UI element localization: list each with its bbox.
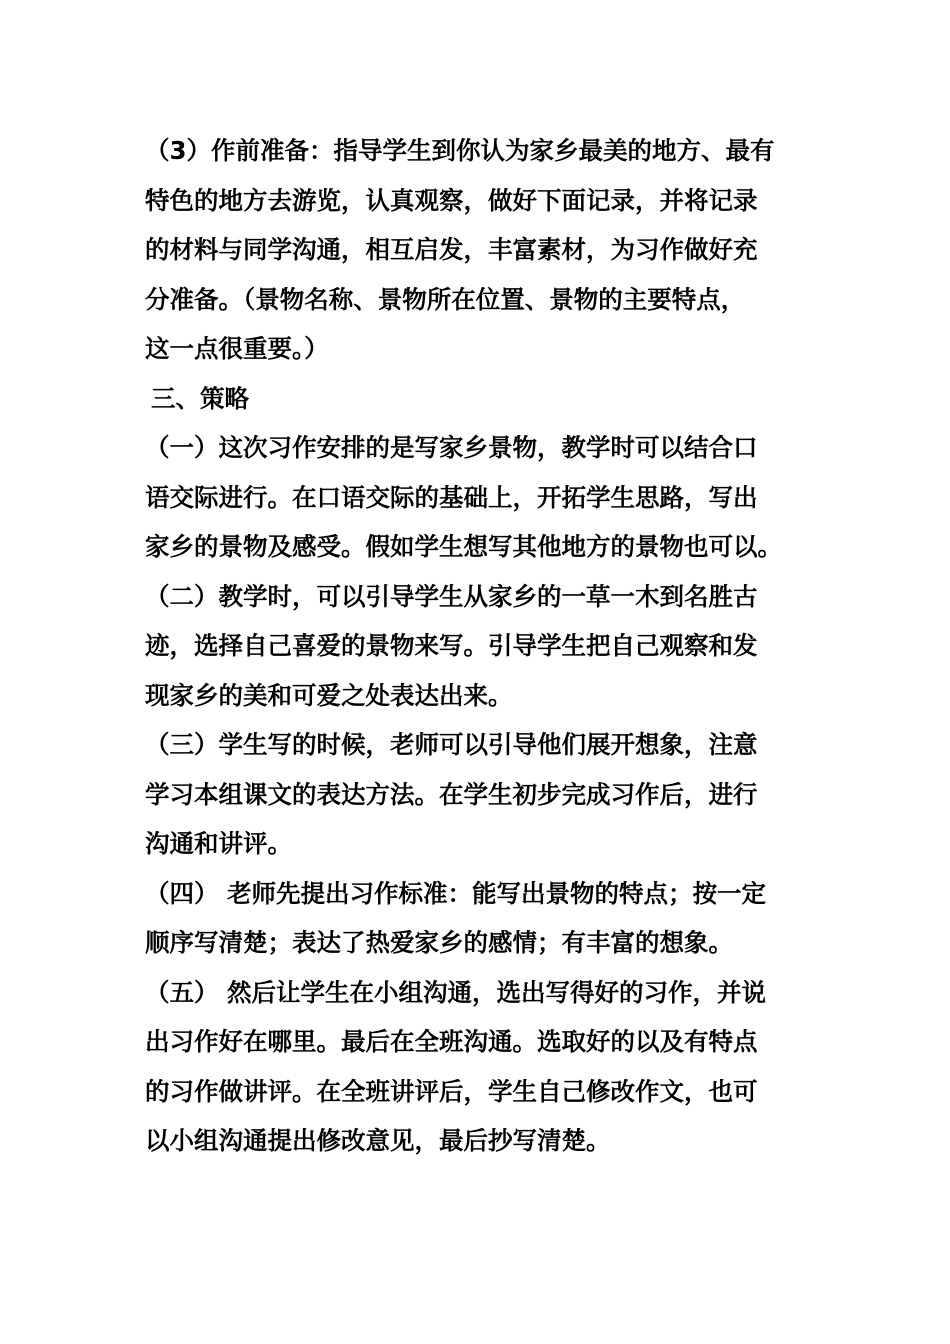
paragraph-line: 语交际进行。在口语交际的基础上，开拓学生思路，写出 xyxy=(145,482,758,512)
paragraph-line: 家乡的景物及感受。假如学生想写其他地方的景物也可以。 xyxy=(145,532,782,561)
paragraph-line: 迹，选择自己喜爱的景物来写。引导学生把自己观察和发 xyxy=(145,631,758,660)
document-body xyxy=(145,126,810,1166)
paragraph-line: （五） 然后让学生在小组沟通，选出写得好的习作，并说 xyxy=(145,977,767,1007)
paragraph-line: 沟通和讲评。 xyxy=(145,829,292,858)
paragraph-line: 出习作好在哪里。最后在全班沟通。选取好的以及有特点 xyxy=(145,1027,758,1056)
paragraph-line: 学习本组课文的表达方法。在学生初步完成习作后，进行 xyxy=(145,779,758,809)
paragraph-line: （一）这次习作安排的是写家乡景物，教学时可以结合口 xyxy=(145,433,758,462)
paragraph-line: （二）教学时，可以引导学生从家乡的一草一木到名胜古 xyxy=(145,581,758,611)
paragraph-line: （3）作前准备：指导学生到你认为家乡最美的地方、最有 xyxy=(145,136,775,165)
paragraph-line: 的材料与同学沟通，相互启发，丰富素材，为习作做好充 xyxy=(145,235,758,264)
paragraph-line: 现家乡的美和可爱之处表达出来。 xyxy=(145,680,513,710)
paragraph-line: （四） 老师先提出习作标准：能写出景物的特点；按一定 xyxy=(145,878,767,908)
paragraph-line: 顺序写清楚；表达了热爱家乡的感情；有丰富的想象。 xyxy=(145,928,733,957)
paragraph-line: 的习作做讲评。在全班讲评后，学生自己修改作文，也可 xyxy=(145,1076,758,1106)
paragraph-line: 特色的地方去游览，认真观察，做好下面记录，并将记录 xyxy=(145,185,758,215)
section-heading: 三、策略 xyxy=(151,383,249,413)
paragraph-line: 以小组沟通提出修改意见，最后抄写清楚。 xyxy=(145,1126,611,1155)
paragraph-line: 这一点很重要。） xyxy=(145,334,329,363)
paragraph-line: 分准备。（景物名称、景物所在位置、景物的主要特点， xyxy=(145,284,746,314)
paragraph-line: （三）学生写的时候，老师可以引导他们展开想象，注意 xyxy=(145,730,758,759)
